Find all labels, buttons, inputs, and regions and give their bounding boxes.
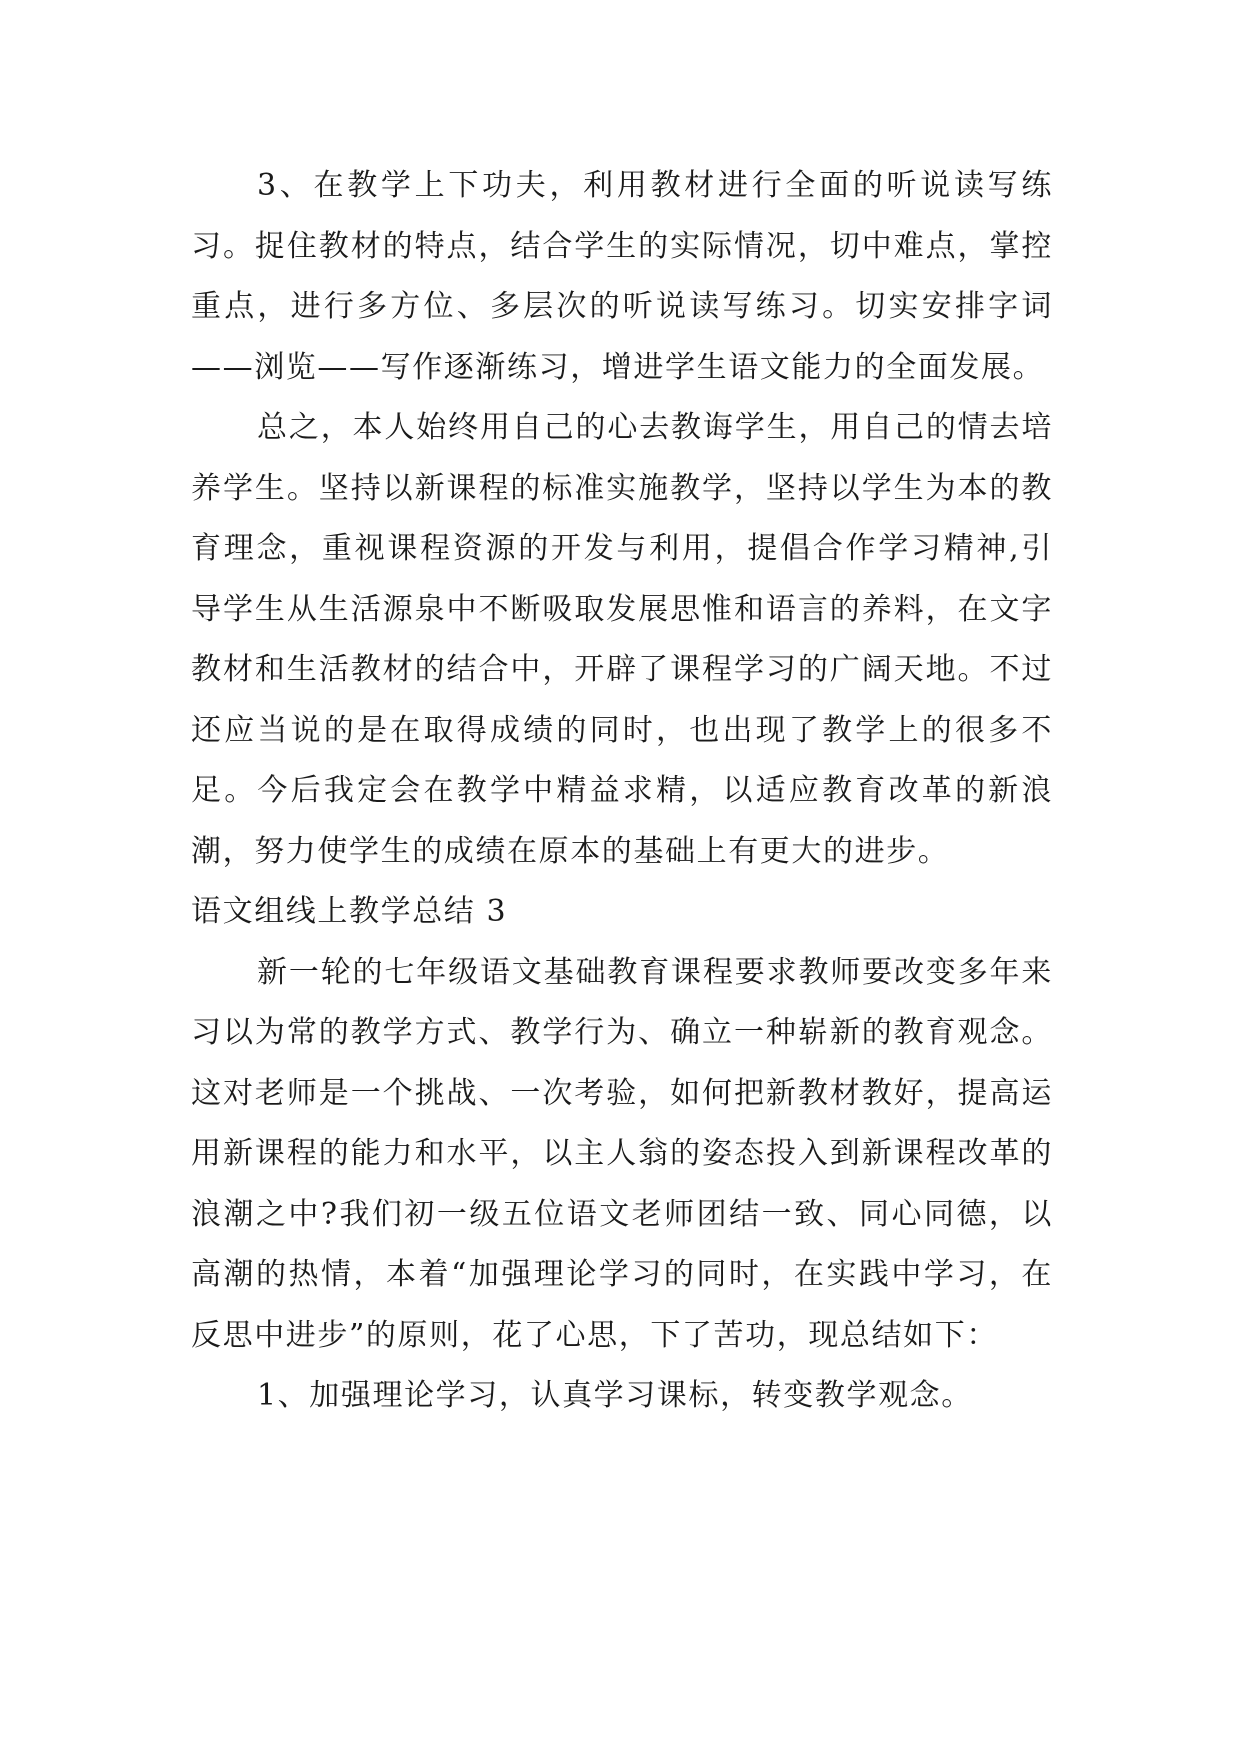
paragraph-summary: 总之，本人始终用自己的心去教诲学生，用自己的情去培养学生。坚持以新课程的标准实施教学，坚持以学生为本的教育理念，重视课程资源的开发与利用，提倡合作学习精神,引导学生从生活源泉中不断吸取发展思惟和语言的养料，在文字教材和生活教材的结合中，开辟了课程学习的广阔天地。不过还应当说的是在取得成绩的同时，也出现了教学上的很多不足。今后我定会在教学中精益求精，以适应教育改革的新浪潮，努力使学生的成绩在原本的基础上有更大的进步。 <box>191 410 1053 869</box>
paragraph-list-item-1: 1、加强理论学习，认真学习课标，转变教学观念。 <box>257 1378 973 1413</box>
paragraph-teaching-practice: 3、在教学上下功夫，利用教材进行全面的听说读写练习。捉住教材的特点，结合学生的实际情况，切中难点，掌控重点，进行多方位、多层次的听说读写练习。切实安排字词——浏览——写作逐渐练习，增进学生语文能力的全面发展。 <box>191 168 1053 385</box>
paragraph-section-intro: 新一轮的七年级语文基础教育课程要求教师要改变多年来习以为常的教学方式、教学行为、确立一种崭新的教育观念。这对老师是一个挑战、一次考验，如何把新教材教好，提高运用新课程的能力和水平，以主人翁的姿态投入到新课程改革的浪潮之中?我们初一级五位语文老师团结一致、同心同德，以高潮的热情，本着“加强理论学习的同时，在实践中学习，在反思中进步”的原则，花了心思，下了苦功，现总结如下： <box>191 954 1053 1353</box>
section-title: 语文组线上教学总结 3 <box>191 894 508 929</box>
document-body <box>191 156 1053 1427</box>
